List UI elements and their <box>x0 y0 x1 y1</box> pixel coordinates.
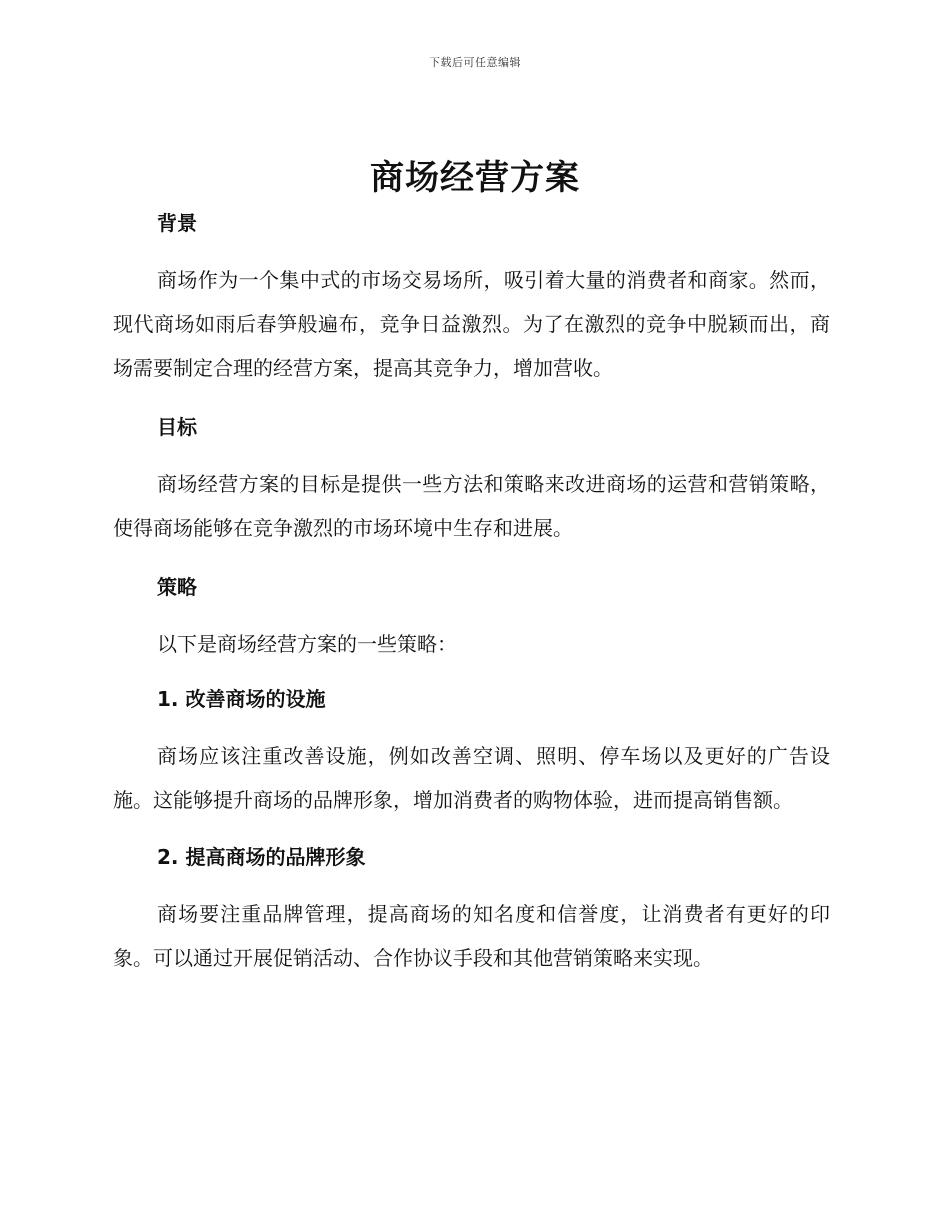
section-heading-background: 背景 <box>157 211 197 235</box>
section-heading-goal: 目标 <box>157 415 197 439</box>
page-header-note: 下载后可任意编辑 <box>429 56 521 69</box>
paragraph-strategy-intro: 以下是商场经营方案的一些策略： <box>157 632 457 656</box>
section-heading-strategy: 策略 <box>157 575 197 599</box>
paragraph-goal: 商场经营方案的目标是提供一些方法和策略来改进商场的运营和营销策略，使得商场能够在竞争激烈的市场环境中生存和进展。 <box>113 472 830 540</box>
document-body <box>113 204 830 980</box>
paragraph-brand-image: 商场要注重品牌管理，提高商场的知名度和信誉度，让消费者有更好的印象。可以通过开展促销活动、合作协议手段和其他营销策略来实现。 <box>113 902 830 970</box>
paragraph-background: 商场作为一个集中式的市场交易场所，吸引着大量的消费者和商家。然而，现代商场如雨后春笋般遍布，竞争日益激烈。为了在激烈的竞争中脱颖而出，商场需要制定合理的经营方案，提高其竞争力，增加营收。 <box>113 268 830 380</box>
section-strategy <box>113 568 830 980</box>
document-title: 商场经营方案 <box>370 158 580 198</box>
paragraph-facilities: 商场应该注重改善设施，例如改善空调、照明、停车场以及更好的广告设施。这能够提升商场的品牌形象，增加消费者的购物体验，进而提高销售额。 <box>113 744 830 812</box>
section-background <box>113 204 830 390</box>
subsection-heading-facilities: 1. 改善商场的设施 <box>157 687 326 711</box>
subsection-heading-brand-image: 2. 提高商场的品牌形象 <box>157 845 366 869</box>
section-goal <box>113 408 830 550</box>
